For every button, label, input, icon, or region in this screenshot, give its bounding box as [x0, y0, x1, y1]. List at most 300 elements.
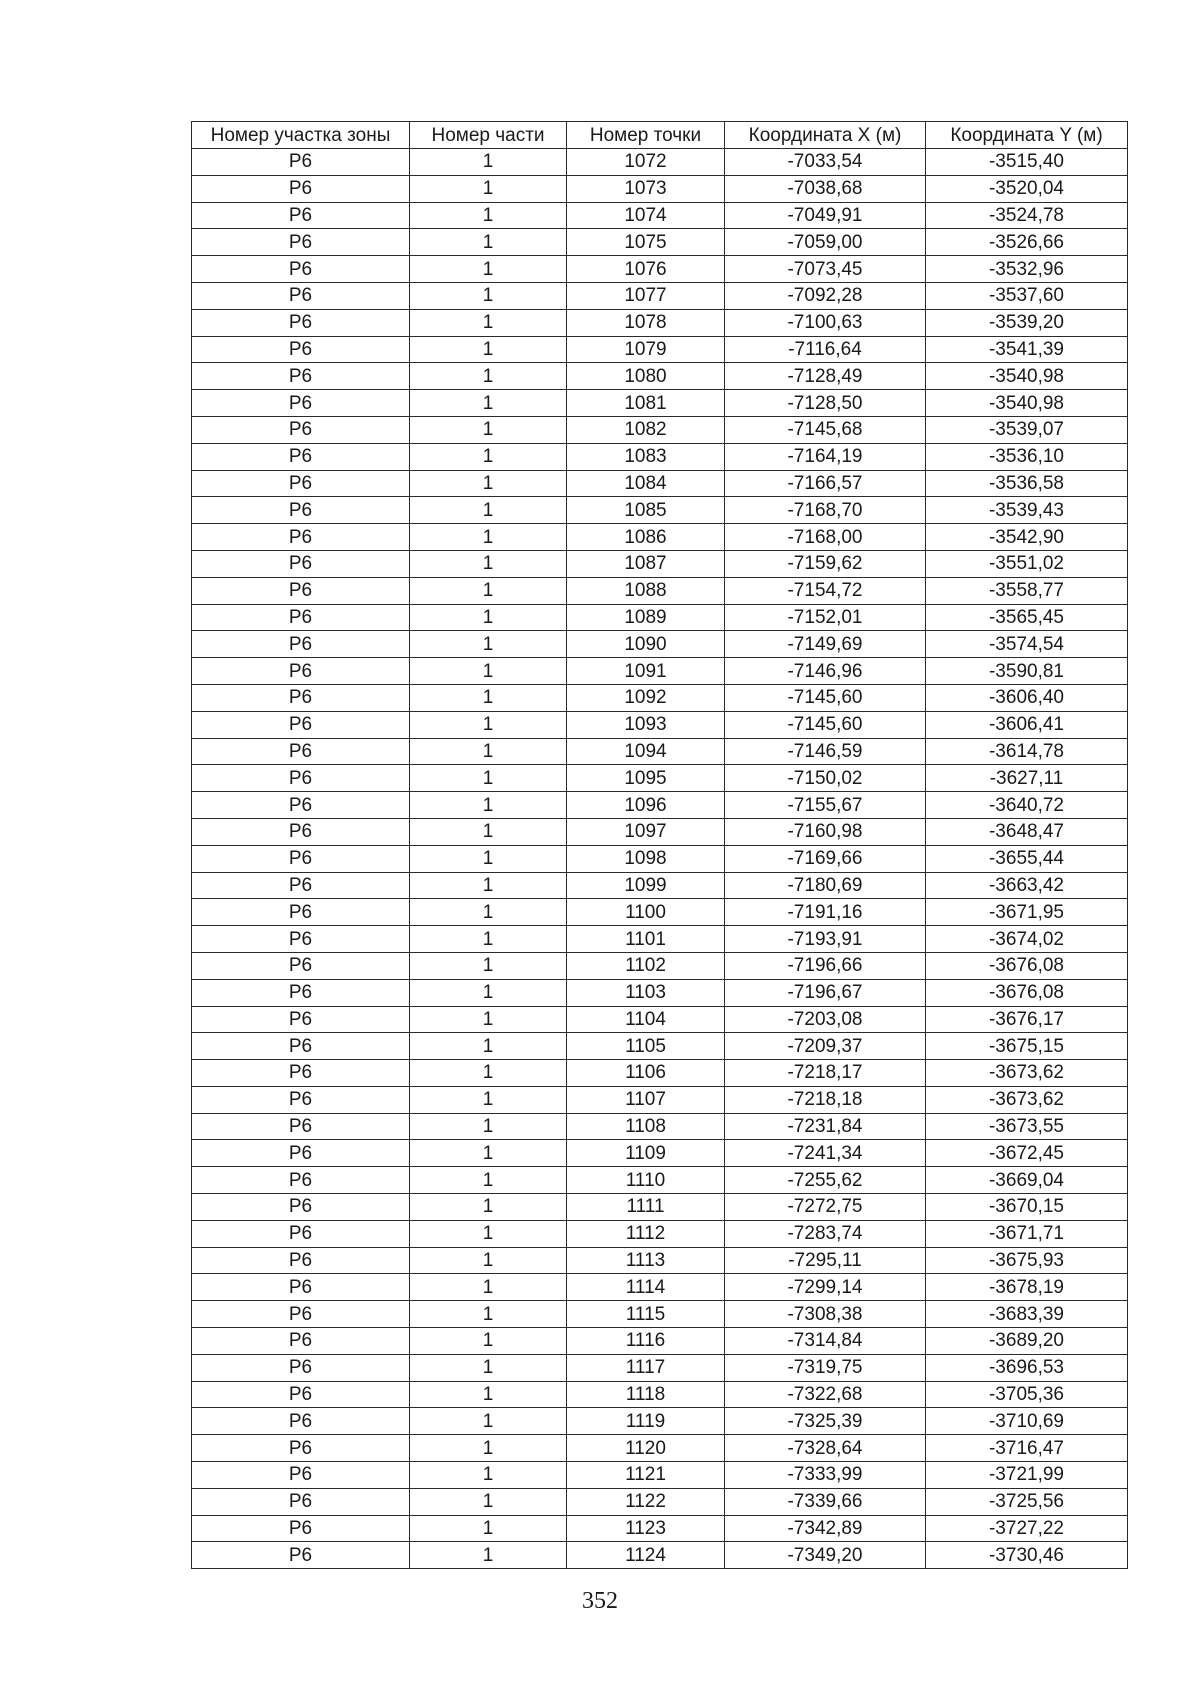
- cell-part-number: 1: [410, 1354, 567, 1381]
- cell-part-number: 1: [410, 550, 567, 577]
- cell-coordinate-y: -3721,99: [926, 1462, 1128, 1489]
- table-row: [192, 363, 1128, 390]
- cell-part-number: 1: [410, 1140, 567, 1167]
- cell-part-number: 1: [410, 390, 567, 417]
- page-number: 352: [582, 1588, 618, 1614]
- cell-coordinate-x: -7155,67: [725, 792, 926, 819]
- cell-coordinate-x: -7241,34: [725, 1140, 926, 1167]
- cell-coordinate-y: -3678,19: [926, 1274, 1128, 1301]
- cell-coordinate-y: -3606,41: [926, 711, 1128, 738]
- cell-part-number: 1: [410, 899, 567, 926]
- cell-coordinate-x: -7339,66: [725, 1488, 926, 1515]
- cell-point-number: 1082: [567, 416, 725, 443]
- cell-coordinate-x: -7283,74: [725, 1220, 926, 1247]
- cell-point-number: 1086: [567, 524, 725, 551]
- cell-zone-plot: Р6: [192, 1033, 410, 1060]
- cell-point-number: 1123: [567, 1515, 725, 1542]
- cell-point-number: 1104: [567, 1006, 725, 1033]
- cell-part-number: 1: [410, 1435, 567, 1462]
- table-row: [192, 524, 1128, 551]
- cell-zone-plot: Р6: [192, 684, 410, 711]
- cell-zone-plot: Р6: [192, 1247, 410, 1274]
- table-header: [192, 122, 1128, 149]
- table-row: [192, 1033, 1128, 1060]
- cell-part-number: 1: [410, 1542, 567, 1569]
- table-row: [192, 1220, 1128, 1247]
- cell-coordinate-x: -7342,89: [725, 1515, 926, 1542]
- cell-coordinate-x: -7193,91: [725, 926, 926, 953]
- cell-zone-plot: Р6: [192, 1328, 410, 1355]
- cell-point-number: 1118: [567, 1381, 725, 1408]
- cell-zone-plot: Р6: [192, 738, 410, 765]
- cell-zone-plot: Р6: [192, 1381, 410, 1408]
- cell-coordinate-x: -7272,75: [725, 1194, 926, 1221]
- cell-zone-plot: Р6: [192, 658, 410, 685]
- cell-coordinate-x: -7196,66: [725, 952, 926, 979]
- cell-part-number: 1: [410, 175, 567, 202]
- table-row: [192, 1354, 1128, 1381]
- cell-point-number: 1101: [567, 926, 725, 953]
- cell-coordinate-y: -3539,20: [926, 309, 1128, 336]
- cell-zone-plot: Р6: [192, 1274, 410, 1301]
- cell-coordinate-x: -7325,39: [725, 1408, 926, 1435]
- cell-coordinate-x: -7319,75: [725, 1354, 926, 1381]
- cell-coordinate-y: -3565,45: [926, 604, 1128, 631]
- table-row: [192, 550, 1128, 577]
- cell-point-number: 1092: [567, 684, 725, 711]
- cell-coordinate-y: -3689,20: [926, 1328, 1128, 1355]
- cell-coordinate-x: -7191,16: [725, 899, 926, 926]
- cell-zone-plot: Р6: [192, 1140, 410, 1167]
- cell-point-number: 1098: [567, 845, 725, 872]
- cell-point-number: 1102: [567, 952, 725, 979]
- table-row: [192, 1274, 1128, 1301]
- cell-zone-plot: Р6: [192, 1086, 410, 1113]
- cell-point-number: 1096: [567, 792, 725, 819]
- cell-zone-plot: Р6: [192, 1462, 410, 1489]
- cell-coordinate-y: -3536,10: [926, 443, 1128, 470]
- cell-coordinate-y: -3673,62: [926, 1086, 1128, 1113]
- cell-coordinate-y: -3674,02: [926, 926, 1128, 953]
- cell-point-number: 1113: [567, 1247, 725, 1274]
- cell-zone-plot: Р6: [192, 1194, 410, 1221]
- table-row: [192, 1060, 1128, 1087]
- table-row: [192, 926, 1128, 953]
- cell-part-number: 1: [410, 1060, 567, 1087]
- cell-coordinate-y: -3648,47: [926, 818, 1128, 845]
- cell-zone-plot: Р6: [192, 282, 410, 309]
- cell-zone-plot: Р6: [192, 1515, 410, 1542]
- cell-coordinate-y: -3730,46: [926, 1542, 1128, 1569]
- table-row: [192, 1301, 1128, 1328]
- cell-point-number: 1072: [567, 149, 725, 176]
- cell-coordinate-y: -3526,66: [926, 229, 1128, 256]
- cell-point-number: 1094: [567, 738, 725, 765]
- cell-coordinate-y: -3705,36: [926, 1381, 1128, 1408]
- table-row: [192, 256, 1128, 283]
- cell-zone-plot: Р6: [192, 363, 410, 390]
- table-row: [192, 443, 1128, 470]
- cell-point-number: 1078: [567, 309, 725, 336]
- cell-part-number: 1: [410, 470, 567, 497]
- table-row: [192, 1515, 1128, 1542]
- cell-point-number: 1106: [567, 1060, 725, 1087]
- cell-coordinate-x: -7322,68: [725, 1381, 926, 1408]
- cell-coordinate-x: -7164,19: [725, 443, 926, 470]
- table-row: [192, 1488, 1128, 1515]
- cell-part-number: 1: [410, 1247, 567, 1274]
- cell-coordinate-x: -7231,84: [725, 1113, 926, 1140]
- cell-zone-plot: Р6: [192, 1354, 410, 1381]
- cell-point-number: 1115: [567, 1301, 725, 1328]
- cell-point-number: 1089: [567, 604, 725, 631]
- cell-part-number: 1: [410, 1408, 567, 1435]
- cell-part-number: 1: [410, 765, 567, 792]
- cell-coordinate-x: -7092,28: [725, 282, 926, 309]
- table-row: [192, 577, 1128, 604]
- cell-coordinate-y: -3710,69: [926, 1408, 1128, 1435]
- cell-coordinate-x: -7150,02: [725, 765, 926, 792]
- table-row: [192, 202, 1128, 229]
- cell-part-number: 1: [410, 1274, 567, 1301]
- cell-point-number: 1121: [567, 1462, 725, 1489]
- cell-point-number: 1095: [567, 765, 725, 792]
- cell-zone-plot: Р6: [192, 550, 410, 577]
- cell-zone-plot: Р6: [192, 604, 410, 631]
- table-row: [192, 631, 1128, 658]
- table-row: [192, 175, 1128, 202]
- cell-zone-plot: Р6: [192, 1167, 410, 1194]
- cell-coordinate-y: -3606,40: [926, 684, 1128, 711]
- table-row: [192, 1113, 1128, 1140]
- cell-coordinate-y: -3532,96: [926, 256, 1128, 283]
- cell-coordinate-y: -3675,15: [926, 1033, 1128, 1060]
- cell-point-number: 1117: [567, 1354, 725, 1381]
- table-row: [192, 684, 1128, 711]
- cell-coordinate-y: -3542,90: [926, 524, 1128, 551]
- cell-point-number: 1124: [567, 1542, 725, 1569]
- header-zone-plot: Номер участка зоны: [192, 122, 410, 149]
- table-row: [192, 229, 1128, 256]
- cell-coordinate-y: -3536,58: [926, 470, 1128, 497]
- table-row: [192, 390, 1128, 417]
- cell-zone-plot: Р6: [192, 872, 410, 899]
- cell-zone-plot: Р6: [192, 470, 410, 497]
- cell-coordinate-x: -7059,00: [725, 229, 926, 256]
- cell-coordinate-y: -3676,08: [926, 979, 1128, 1006]
- cell-part-number: 1: [410, 309, 567, 336]
- cell-coordinate-x: -7349,20: [725, 1542, 926, 1569]
- table-row: [192, 149, 1128, 176]
- cell-coordinate-x: -7168,00: [725, 524, 926, 551]
- cell-part-number: 1: [410, 416, 567, 443]
- cell-part-number: 1: [410, 229, 567, 256]
- cell-zone-plot: Р6: [192, 1408, 410, 1435]
- header-point-number: Номер точки: [567, 122, 725, 149]
- cell-coordinate-x: -7145,60: [725, 711, 926, 738]
- cell-zone-plot: Р6: [192, 229, 410, 256]
- cell-coordinate-y: -3574,54: [926, 631, 1128, 658]
- cell-coordinate-x: -7308,38: [725, 1301, 926, 1328]
- cell-coordinate-x: -7128,50: [725, 390, 926, 417]
- cell-part-number: 1: [410, 604, 567, 631]
- table-row: [192, 470, 1128, 497]
- cell-part-number: 1: [410, 1006, 567, 1033]
- cell-zone-plot: Р6: [192, 711, 410, 738]
- header-row: [192, 122, 1128, 149]
- cell-coordinate-x: -7166,57: [725, 470, 926, 497]
- cell-zone-plot: Р6: [192, 390, 410, 417]
- cell-part-number: 1: [410, 1194, 567, 1221]
- cell-coordinate-y: -3558,77: [926, 577, 1128, 604]
- cell-point-number: 1116: [567, 1328, 725, 1355]
- cell-coordinate-y: -3675,93: [926, 1247, 1128, 1274]
- cell-part-number: 1: [410, 1462, 567, 1489]
- cell-coordinate-x: -7196,67: [725, 979, 926, 1006]
- cell-coordinate-y: -3676,17: [926, 1006, 1128, 1033]
- cell-coordinate-y: -3539,43: [926, 497, 1128, 524]
- cell-zone-plot: Р6: [192, 926, 410, 953]
- cell-zone-plot: Р6: [192, 1220, 410, 1247]
- cell-zone-plot: Р6: [192, 899, 410, 926]
- cell-part-number: 1: [410, 1515, 567, 1542]
- cell-zone-plot: Р6: [192, 149, 410, 176]
- table-row: [192, 1408, 1128, 1435]
- cell-coordinate-y: -3727,22: [926, 1515, 1128, 1542]
- cell-zone-plot: Р6: [192, 1060, 410, 1087]
- cell-zone-plot: Р6: [192, 309, 410, 336]
- cell-coordinate-x: -7145,60: [725, 684, 926, 711]
- cell-coordinate-y: -3671,71: [926, 1220, 1128, 1247]
- cell-coordinate-y: -3540,98: [926, 390, 1128, 417]
- header-part-number: Номер части: [410, 122, 567, 149]
- table-row: [192, 282, 1128, 309]
- cell-coordinate-x: -7218,18: [725, 1086, 926, 1113]
- cell-coordinate-x: -7255,62: [725, 1167, 926, 1194]
- cell-part-number: 1: [410, 524, 567, 551]
- cell-point-number: 1090: [567, 631, 725, 658]
- cell-point-number: 1120: [567, 1435, 725, 1462]
- cell-coordinate-y: -3541,39: [926, 336, 1128, 363]
- cell-part-number: 1: [410, 658, 567, 685]
- cell-zone-plot: Р6: [192, 202, 410, 229]
- cell-coordinate-y: -3670,15: [926, 1194, 1128, 1221]
- cell-point-number: 1074: [567, 202, 725, 229]
- table-row: [192, 1086, 1128, 1113]
- table-row: [192, 1462, 1128, 1489]
- table-row: [192, 845, 1128, 872]
- cell-coordinate-x: -7168,70: [725, 497, 926, 524]
- table-row: [192, 979, 1128, 1006]
- cell-part-number: 1: [410, 202, 567, 229]
- table-row: [192, 818, 1128, 845]
- cell-point-number: 1100: [567, 899, 725, 926]
- cell-point-number: 1088: [567, 577, 725, 604]
- cell-coordinate-x: -7333,99: [725, 1462, 926, 1489]
- cell-point-number: 1084: [567, 470, 725, 497]
- cell-point-number: 1091: [567, 658, 725, 685]
- table-row: [192, 658, 1128, 685]
- cell-part-number: 1: [410, 952, 567, 979]
- cell-coordinate-x: -7145,68: [725, 416, 926, 443]
- cell-part-number: 1: [410, 1328, 567, 1355]
- cell-coordinate-x: -7038,68: [725, 175, 926, 202]
- cell-zone-plot: Р6: [192, 416, 410, 443]
- cell-part-number: 1: [410, 1033, 567, 1060]
- cell-coordinate-x: -7299,14: [725, 1274, 926, 1301]
- cell-zone-plot: Р6: [192, 577, 410, 604]
- cell-part-number: 1: [410, 1220, 567, 1247]
- cell-part-number: 1: [410, 443, 567, 470]
- cell-coordinate-x: -7203,08: [725, 1006, 926, 1033]
- cell-zone-plot: Р6: [192, 497, 410, 524]
- cell-coordinate-x: -7073,45: [725, 256, 926, 283]
- table-row: [192, 604, 1128, 631]
- cell-coordinate-y: -3551,02: [926, 550, 1128, 577]
- cell-point-number: 1080: [567, 363, 725, 390]
- cell-coordinate-y: -3614,78: [926, 738, 1128, 765]
- cell-zone-plot: Р6: [192, 845, 410, 872]
- cell-zone-plot: Р6: [192, 443, 410, 470]
- cell-coordinate-y: -3716,47: [926, 1435, 1128, 1462]
- cell-coordinate-x: -7180,69: [725, 872, 926, 899]
- cell-coordinate-y: -3696,53: [926, 1354, 1128, 1381]
- cell-zone-plot: Р6: [192, 631, 410, 658]
- cell-zone-plot: Р6: [192, 524, 410, 551]
- cell-zone-plot: Р6: [192, 1488, 410, 1515]
- cell-point-number: 1103: [567, 979, 725, 1006]
- cell-part-number: 1: [410, 792, 567, 819]
- cell-point-number: 1109: [567, 1140, 725, 1167]
- cell-coordinate-x: -7154,72: [725, 577, 926, 604]
- cell-part-number: 1: [410, 497, 567, 524]
- cell-coordinate-y: -3673,62: [926, 1060, 1128, 1087]
- table-row: [192, 497, 1128, 524]
- cell-zone-plot: Р6: [192, 336, 410, 363]
- cell-part-number: 1: [410, 684, 567, 711]
- table-row: [192, 765, 1128, 792]
- cell-coordinate-y: -3640,72: [926, 792, 1128, 819]
- cell-zone-plot: Р6: [192, 765, 410, 792]
- cell-point-number: 1105: [567, 1033, 725, 1060]
- cell-point-number: 1119: [567, 1408, 725, 1435]
- cell-part-number: 1: [410, 577, 567, 604]
- cell-zone-plot: Р6: [192, 1006, 410, 1033]
- cell-point-number: 1087: [567, 550, 725, 577]
- cell-zone-plot: Р6: [192, 818, 410, 845]
- cell-point-number: 1099: [567, 872, 725, 899]
- cell-point-number: 1108: [567, 1113, 725, 1140]
- cell-coordinate-x: -7100,63: [725, 309, 926, 336]
- cell-coordinate-y: -3540,98: [926, 363, 1128, 390]
- cell-coordinate-y: -3515,40: [926, 149, 1128, 176]
- cell-zone-plot: Р6: [192, 1113, 410, 1140]
- table-row: [192, 1167, 1128, 1194]
- cell-zone-plot: Р6: [192, 1542, 410, 1569]
- cell-point-number: 1079: [567, 336, 725, 363]
- table-row: [192, 336, 1128, 363]
- cell-coordinate-y: -3590,81: [926, 658, 1128, 685]
- cell-part-number: 1: [410, 256, 567, 283]
- cell-coordinate-y: -3524,78: [926, 202, 1128, 229]
- cell-point-number: 1112: [567, 1220, 725, 1247]
- cell-coordinate-y: -3673,55: [926, 1113, 1128, 1140]
- cell-part-number: 1: [410, 1488, 567, 1515]
- cell-part-number: 1: [410, 1381, 567, 1408]
- cell-zone-plot: Р6: [192, 979, 410, 1006]
- cell-part-number: 1: [410, 336, 567, 363]
- cell-part-number: 1: [410, 1167, 567, 1194]
- cell-part-number: 1: [410, 738, 567, 765]
- cell-coordinate-x: -7159,62: [725, 550, 926, 577]
- cell-point-number: 1083: [567, 443, 725, 470]
- cell-zone-plot: Р6: [192, 1301, 410, 1328]
- cell-coordinate-x: -7033,54: [725, 149, 926, 176]
- cell-point-number: 1097: [567, 818, 725, 845]
- cell-coordinate-y: -3676,08: [926, 952, 1128, 979]
- table-row: [192, 1542, 1128, 1569]
- coordinates-table: [191, 121, 1128, 1569]
- cell-coordinate-y: -3627,11: [926, 765, 1128, 792]
- table-row: [192, 1194, 1128, 1221]
- cell-coordinate-x: -7128,49: [725, 363, 926, 390]
- table-row: [192, 952, 1128, 979]
- cell-coordinate-x: -7160,98: [725, 818, 926, 845]
- cell-coordinate-x: -7152,01: [725, 604, 926, 631]
- cell-coordinate-x: -7218,17: [725, 1060, 926, 1087]
- cell-zone-plot: Р6: [192, 256, 410, 283]
- cell-point-number: 1107: [567, 1086, 725, 1113]
- cell-coordinate-y: -3539,07: [926, 416, 1128, 443]
- cell-part-number: 1: [410, 631, 567, 658]
- table-row: [192, 1006, 1128, 1033]
- cell-point-number: 1110: [567, 1167, 725, 1194]
- cell-point-number: 1122: [567, 1488, 725, 1515]
- cell-coordinate-y: -3537,60: [926, 282, 1128, 309]
- table-row: [192, 1247, 1128, 1274]
- cell-zone-plot: Р6: [192, 1435, 410, 1462]
- cell-coordinate-x: -7049,91: [725, 202, 926, 229]
- cell-point-number: 1077: [567, 282, 725, 309]
- cell-part-number: 1: [410, 818, 567, 845]
- cell-coordinate-y: -3669,04: [926, 1167, 1128, 1194]
- table-row: [192, 792, 1128, 819]
- cell-part-number: 1: [410, 149, 567, 176]
- cell-part-number: 1: [410, 845, 567, 872]
- cell-coordinate-y: -3672,45: [926, 1140, 1128, 1167]
- table-body: [192, 149, 1128, 1569]
- cell-point-number: 1114: [567, 1274, 725, 1301]
- cell-part-number: 1: [410, 1086, 567, 1113]
- cell-zone-plot: Р6: [192, 175, 410, 202]
- cell-zone-plot: Р6: [192, 952, 410, 979]
- cell-part-number: 1: [410, 711, 567, 738]
- cell-coordinate-y: -3520,04: [926, 175, 1128, 202]
- cell-coordinate-x: -7169,66: [725, 845, 926, 872]
- table-row: [192, 1381, 1128, 1408]
- table-row: [192, 309, 1128, 336]
- cell-point-number: 1073: [567, 175, 725, 202]
- cell-point-number: 1111: [567, 1194, 725, 1221]
- cell-part-number: 1: [410, 282, 567, 309]
- cell-coordinate-x: -7116,64: [725, 336, 926, 363]
- cell-zone-plot: Р6: [192, 792, 410, 819]
- cell-point-number: 1085: [567, 497, 725, 524]
- cell-coordinate-x: -7328,64: [725, 1435, 926, 1462]
- cell-part-number: 1: [410, 979, 567, 1006]
- cell-coordinate-y: -3663,42: [926, 872, 1128, 899]
- cell-coordinate-x: -7209,37: [725, 1033, 926, 1060]
